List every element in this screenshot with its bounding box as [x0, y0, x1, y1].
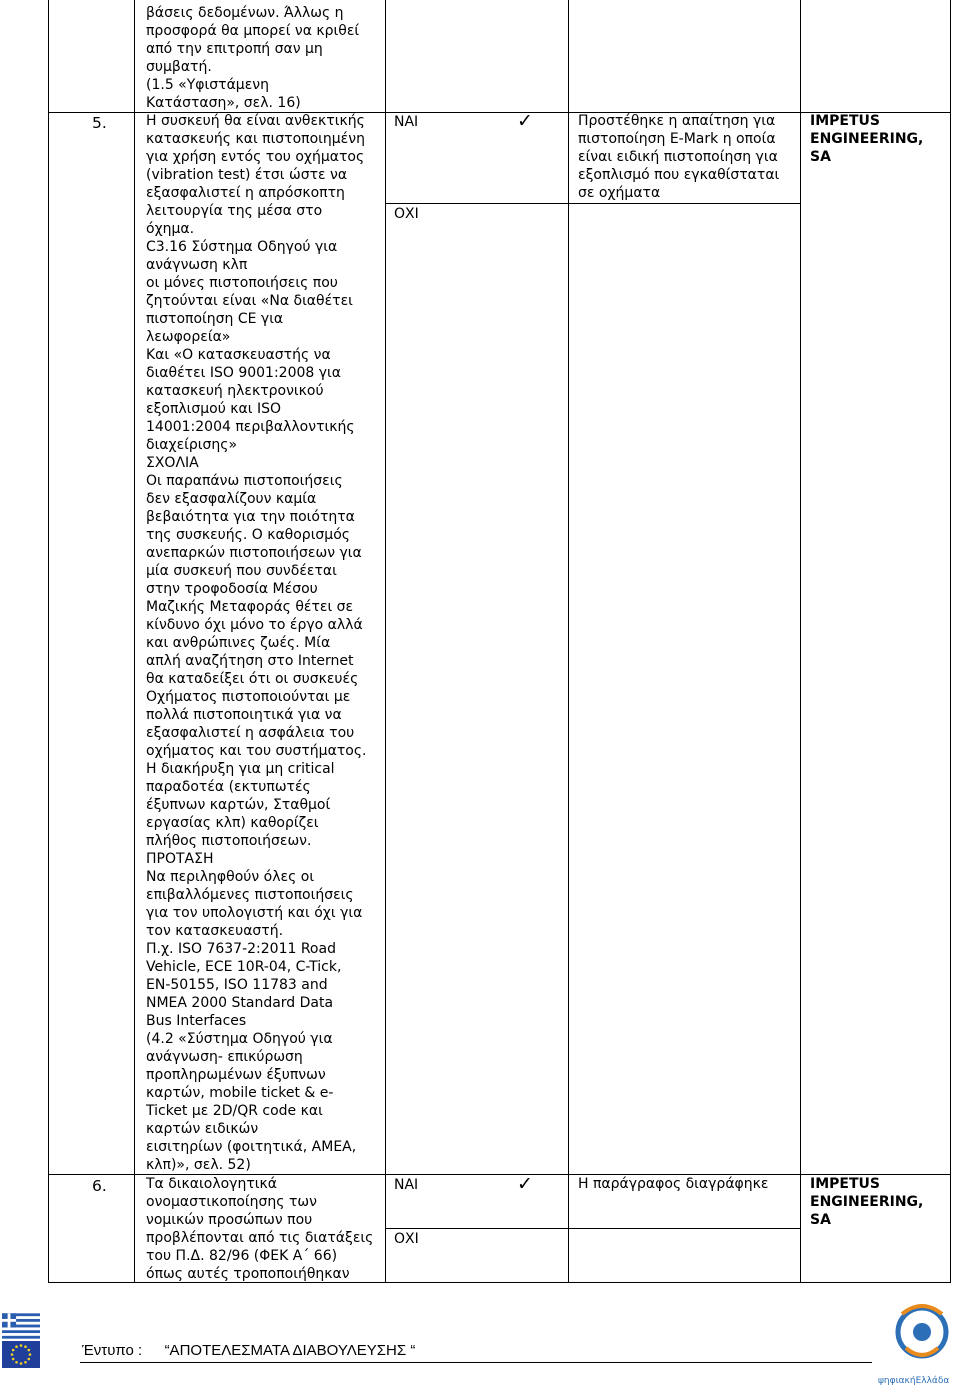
text-line: ανάγνωση κλπ [146, 257, 248, 273]
text-line: του Π.Δ. 82/96 (ΦΕΚ Α΄ 66) [146, 1248, 338, 1264]
text-line: ονομαστικοποίησης των [146, 1194, 317, 1210]
text-line: Κατάσταση», σελ. 16) [146, 95, 301, 111]
text-line: Οι παραπάνω πιστοποιήσεις [146, 473, 343, 489]
text-line: προσφορά θα μπορεί να κριθεί [146, 23, 360, 39]
footer-form-title [82, 1341, 415, 1361]
row-5-no-label: ΟΧΙ [394, 206, 419, 222]
text-line: επιβαλλόμενες πιστοποιήσεις [146, 887, 354, 903]
row-6-no-label: ΟΧΙ [394, 1231, 419, 1247]
text-line: Ticket με 2D/QR code και [146, 1103, 323, 1119]
company-line: SA [810, 149, 831, 165]
text-line: μία συσκευή που συνδέεται [146, 563, 337, 579]
row-5-text [146, 112, 366, 1174]
comment-line: εξοπλισμό που εγκαθίσταται [578, 167, 780, 183]
row-5-yes-label: ΝΑΙ [394, 114, 419, 130]
text-line: ζητούνται είναι «Να διαθέτει [146, 293, 353, 309]
text-line: εισιτηρίων (φοιτητικά, ΑΜΕΑ, [146, 1139, 357, 1155]
text-line: για τον υπολογιστή και όχι για [146, 905, 363, 921]
company-line: IMPETUS [810, 113, 880, 129]
text-line: παραδοτέα (εκτυπωτές [146, 779, 311, 795]
row-6-company [810, 1175, 923, 1229]
row-6-check-icon: ✓ [517, 1173, 533, 1195]
text-line: Η διακήρυξη για μη critical [146, 761, 335, 777]
company-line: ENGINEERING, [810, 1194, 924, 1210]
row-6-number: 6. [92, 1177, 107, 1195]
comment-line: Προστέθηκε η απαίτηση για [578, 113, 776, 129]
text-line: εξοπλισμού και ISO [146, 401, 281, 417]
text-line: διαθέτει ISO 9001:2008 για [146, 365, 342, 381]
text-line: συμβατή. [146, 59, 212, 75]
text-line: Οχήματος πιστοποιούνται με [146, 689, 351, 705]
text-line: οχήματος και του συστήματος. [146, 743, 367, 759]
text-line: πλήθος πιστοποιήσεων. [146, 833, 312, 849]
text-line: Π.χ. ISO 7637-2:2011 Road [146, 941, 336, 957]
row-5-company [810, 112, 923, 166]
text-line: της συσκευής. Ο καθορισμός [146, 527, 350, 543]
text-line: εξασφαλιστεί η ασφάλεια του [146, 725, 355, 741]
text-line: πολλά πιστοποιητικά για να [146, 707, 342, 723]
text-line: (4.2 «Σύστημα Οδηγού για [146, 1031, 333, 1047]
text-line: όπως αυτές τροποποιήθηκαν [146, 1266, 350, 1282]
text-line: πιστοποίηση CE για [146, 311, 284, 327]
text-line: δεν εξασφαλίζουν καμία [146, 491, 317, 507]
row-6-text [146, 1175, 373, 1283]
text-line: NMEA 2000 Standard Data [146, 995, 334, 1011]
comment-line: είναι ειδική πιστοποίηση για [578, 149, 778, 165]
text-line: Vehicle, ECE 10R-04, C-Tick, [146, 959, 342, 975]
text-line: βεβαιότητα για την ποιότητα [146, 509, 355, 525]
row-5-comment [578, 112, 779, 202]
text-line: Μαζικής Μεταφοράς θέτει σε [146, 599, 354, 615]
comment-line: σε οχήματα [578, 185, 661, 201]
text-line: κατασκευής και πιστοποιημένη [146, 131, 365, 147]
text-line: για χρήση εντός του οχήματος [146, 149, 365, 165]
text-line: κλπ)», σελ. 52) [146, 1157, 251, 1173]
text-line: Και «Ο κατασκευαστής να [146, 347, 331, 363]
text-line: προπληρωμένων έξυπνων [146, 1067, 326, 1083]
text-line: από την επιτροπή σαν μη [146, 41, 323, 57]
company-line: SA [810, 1212, 831, 1228]
text-line: καρτών ειδικών [146, 1121, 259, 1137]
company-line: IMPETUS [810, 1176, 880, 1192]
text-line: εργασίας κλπ) καθορίζει [146, 815, 319, 831]
text-line: καρτών, mobile ticket & e- [146, 1085, 334, 1101]
row-5-check-icon: ✓ [517, 110, 533, 132]
text-line: λεωφορεία» [146, 329, 231, 345]
text-line: προβλέπονται από τις διατάξεις [146, 1230, 374, 1246]
text-line: κατασκευή ηλεκτρονικού [146, 383, 324, 399]
text-line: έξυπνων καρτών, Σταθμοί [146, 797, 331, 813]
form-label: Έντυπο : [82, 1342, 143, 1359]
text-line: ΣΧΟΛΙΑ [146, 455, 199, 471]
text-line: ανάγνωση- επικύρωση [146, 1049, 303, 1065]
eu-flag-icon [2, 1341, 40, 1368]
row-6-yes-label: ΝΑΙ [394, 1177, 419, 1193]
greek-flag-icon [2, 1313, 40, 1339]
form-title: “ΑΠΟΤΕΛΕΣΜΑΤΑ ΔΙΑΒΟΥΛΕΥΣΗΣ “ [164, 1342, 416, 1359]
digital-greece-logo [876, 1300, 956, 1389]
text-line: βάσεις δεδομένων. Άλλως η [146, 5, 344, 21]
text-line: ΠΡΟΤΑΣΗ [146, 851, 214, 867]
text-line: 14001:2004 περιβαλλοντικής [146, 419, 355, 435]
text-line: (1.5 «Υφιστάμενη [146, 77, 269, 93]
text-line: κίνδυνο όχι μόνο το έργο αλλά [146, 617, 363, 633]
text-line: λειτουργία της μέσα στο [146, 203, 323, 219]
footer-rule [80, 1362, 872, 1363]
text-line: Η συσκευή θα είναι ανθεκτικής [146, 113, 365, 129]
row-5-number: 5. [92, 114, 107, 132]
text-line: στην τροφοδοσία Μέσου [146, 581, 318, 597]
text-line: εξασφαλιστεί η απρόσκοπτη [146, 185, 345, 201]
logo-text: ψηφιακήΕλλάδα [878, 1376, 950, 1386]
text-line: C3.16 Σύστημα Οδηγού για [146, 239, 338, 255]
text-line: EN-50155, ISO 11783 and [146, 977, 328, 993]
text-line: διαχείρισης» [146, 437, 238, 453]
text-line: νομικών προσώπων που [146, 1212, 313, 1228]
text-line: Bus Interfaces [146, 1013, 247, 1029]
text-line: οι μόνες πιστοποιήσεις που [146, 275, 338, 291]
text-line: και ανθρώπινες ζωές. Μία [146, 635, 331, 651]
text-line: απλή αναζήτηση στο Internet [146, 653, 354, 669]
row-0-text [146, 4, 359, 112]
comment-line: Η παράγραφος διαγράφηκε [578, 1176, 769, 1192]
text-line: ανεπαρκών πιστοποιήσεων για [146, 545, 362, 561]
text-line: Τα δικαιολογητικά [146, 1176, 277, 1192]
comment-line: πιστοποίηση E-Mark η οποία [578, 131, 776, 147]
text-line: (vibration test) έτσι ώστε να [146, 167, 348, 183]
text-line: θα καταδείξει ότι οι συσκευές [146, 671, 359, 687]
text-line: όχημα. [146, 221, 195, 237]
row-6-comment [578, 1175, 768, 1193]
text-line: Να περιληφθούν όλες οι [146, 869, 315, 885]
text-line: τον κατασκευαστή. [146, 923, 284, 939]
company-line: ENGINEERING, [810, 131, 924, 147]
